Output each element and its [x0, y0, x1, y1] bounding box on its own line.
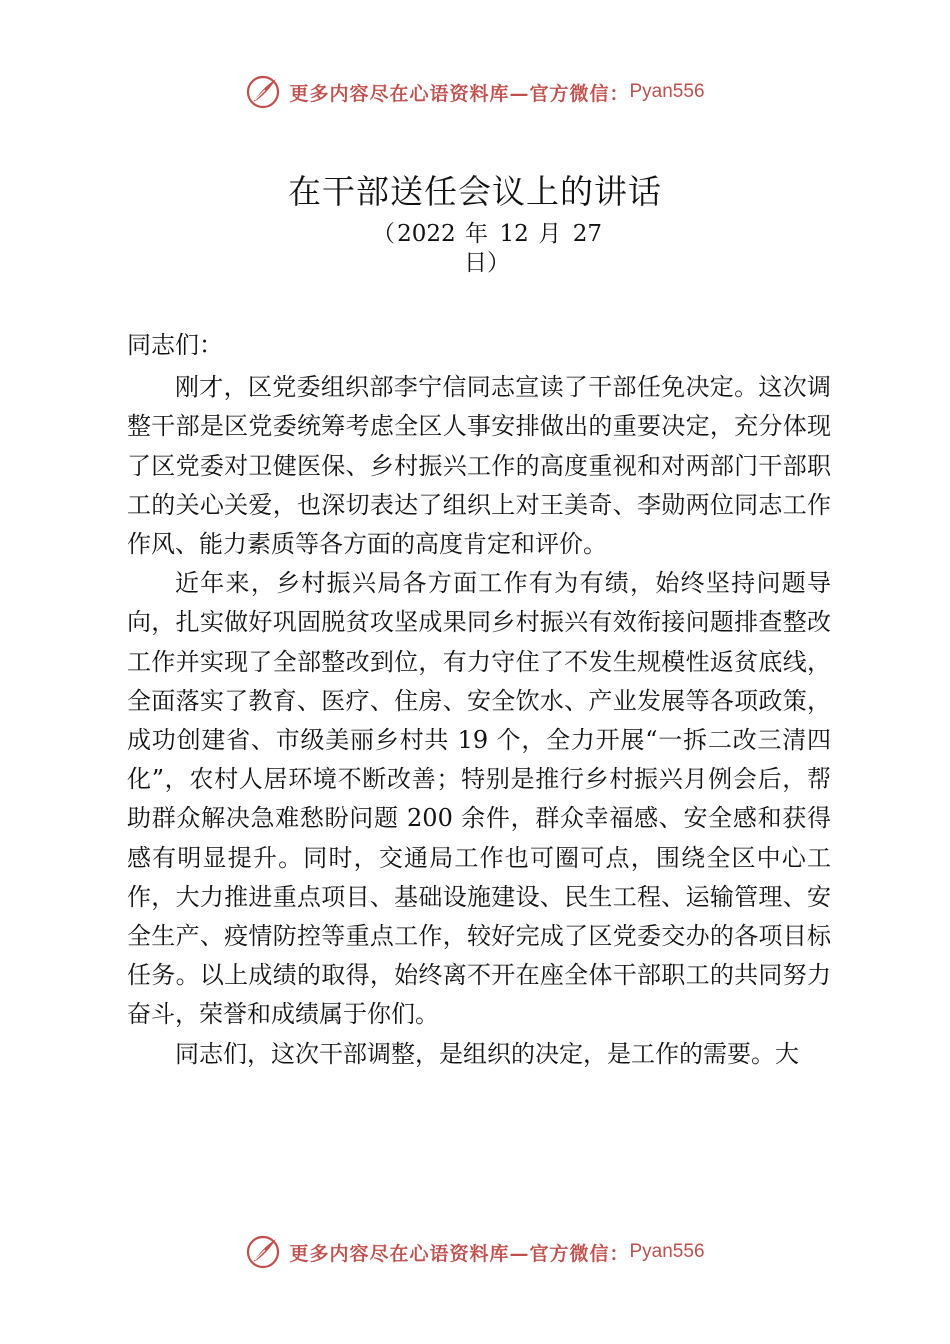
- paragraph-2: 近年来，乡村振兴局各方面工作有为有绩，始终坚持问题导向，扎实做好巩固脱贫攻坚成果同乡村振兴有效衔接问题排查整改工作并实现了全部整改到位，有力守住了不发生规模性返贫底线，全面落实了教育、医疗、住房、安全饮水、产业发展等各项政策，成功创建省、市级美丽乡村共 19 个，全力开展“一拆二改三清四化”，农村人居环境不断改善；特别是推行乡村振兴月例会后，帮助群众解决急难愁盼问题 200 余件，群众幸福感、安全感和获得感有明显提升。同时，交通局工作也可圈可点，围绕全区中心工作，大力推进重点项目、基础设施建设、民生工程、运输管理、安全生产、疫情防控等重点工作，较好完成了区党委交办的各项目标任务。以上成绩的取得，始终离不开在座全体干部职工的共同努力奋斗，荣誉和成绩属于你们。: [127, 569, 831, 1029]
- document-title: 在干部送任会议上的讲话: [288, 172, 662, 211]
- salutation: 同志们：: [127, 331, 223, 359]
- watermark-text: 更多内容尽在心语资料库—官方微信：: [289, 1242, 630, 1265]
- document-date: （2022 年 12 月 27 日）: [372, 221, 602, 276]
- paragraph-3: 同志们，这次干部调整，是组织的决定，是工作的需要。大: [175, 1039, 799, 1068]
- document-body: [127, 326, 831, 1074]
- quill-logo-icon: [245, 74, 281, 110]
- watermark-banner-bottom: [0, 1232, 950, 1272]
- quill-logo-icon: [245, 1234, 281, 1270]
- paragraph-1: 刚才，区党委组织部李宁信同志宣读了干部任免决定。这次调整干部是区党委统筹考虑全区人事安排做出的重要决定，充分体现了区党委对卫健医保、乡村振兴工作的高度重视和对两部门干部职工的关心关爱，也深切表达了组织上对王美奇、李勋两位同志工作作风、能力素质等各方面的高度肯定和评价。: [127, 373, 831, 559]
- watermark-banner-top: [0, 72, 950, 112]
- watermark-text: 更多内容尽在心语资料库—官方微信：: [289, 82, 630, 105]
- watermark-wechat-id: Pyan556: [629, 1241, 705, 1262]
- watermark-wechat-id: Pyan556: [629, 81, 705, 102]
